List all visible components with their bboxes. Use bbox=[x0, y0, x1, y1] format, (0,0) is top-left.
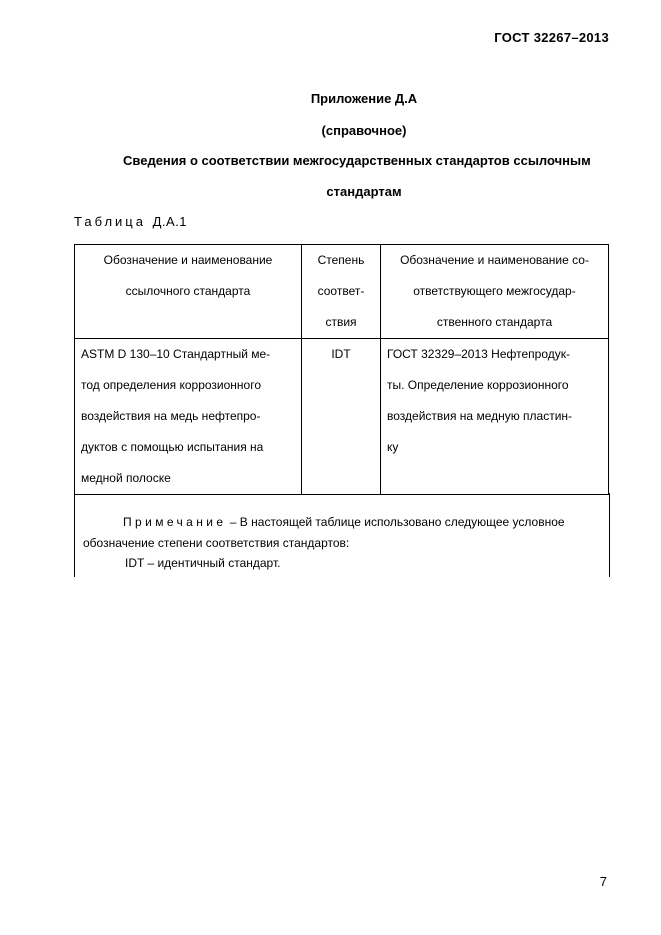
page-number: 7 bbox=[599, 874, 607, 889]
note-line-2: обозначение степени соответствия стандартов: bbox=[83, 536, 350, 550]
cell-interstate-standard: ГОСТ 32329–2013 Нефтепродук- ты. Определение коррозионного воздействия на медную пластин- ку bbox=[381, 339, 609, 495]
table-header-row bbox=[75, 245, 609, 339]
header-reference-standard: Обозначение и наименование ссылочного стандарта bbox=[75, 245, 302, 339]
note-text-1: – В настоящей таблице использовано следующее условное bbox=[226, 515, 565, 529]
header-interstate-standard: Обозначение и наименование со- ответствующего межгосудар- ственного стандарта bbox=[381, 245, 609, 339]
table-caption-number: Д.А.1 bbox=[152, 214, 188, 229]
annex-title: Приложение Д.А bbox=[310, 91, 418, 106]
document-code: ГОСТ 32267–2013 bbox=[494, 30, 609, 45]
cell-degree: IDT bbox=[302, 339, 381, 495]
cell-reference-standard: ASTM D 130–10 Стандартный ме- тод определения коррозионного воздействия на медь нефтепро- дуктов с помощью испытания на медной полоске bbox=[75, 339, 302, 495]
note-line-1 bbox=[123, 515, 565, 529]
table-caption-word: Таблица bbox=[74, 214, 146, 229]
annex-heading-line-1: Сведения о соответствии межгосударственных стандартов ссылочным bbox=[123, 153, 591, 168]
note-label: Примечание bbox=[123, 515, 227, 529]
table-note bbox=[74, 493, 610, 577]
note-line-3: IDT – идентичный стандарт. bbox=[125, 556, 281, 570]
table-caption bbox=[74, 214, 187, 229]
header-degree: Степень соответ- ствия bbox=[302, 245, 381, 339]
table-row bbox=[75, 339, 609, 495]
annex-type: (справочное) bbox=[321, 123, 407, 138]
correspondence-table bbox=[74, 244, 609, 495]
annex-heading-line-2: стандартам bbox=[326, 184, 402, 199]
